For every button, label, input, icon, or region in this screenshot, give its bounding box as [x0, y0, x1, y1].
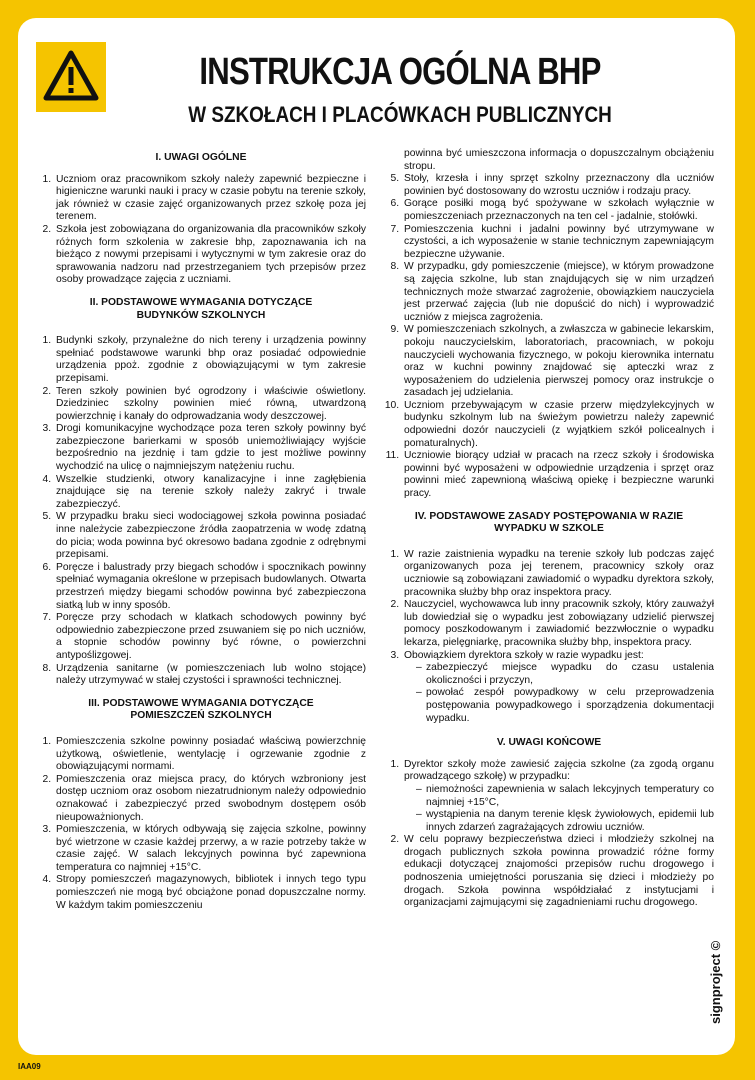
list-item: 1. Pomieszczenia szkolne powinny posiadać właściwą powierzchnię użytkową, oświetlenie, wentylację i ogrzewanie zgodnie z obowiązującymi normami.: [54, 736, 366, 774]
section-list: [36, 335, 366, 688]
section-heading: [384, 511, 714, 536]
list-item: [402, 759, 714, 835]
section-heading: [36, 297, 366, 322]
list-item-text: Dyrektor szkoły może zawiesić zajęcia szkolne (za zgodą organu prowadzącego szkołę) w przypadku:: [404, 758, 714, 783]
section-heading-line: III. PODSTAWOWE WYMAGANIA DOTYCZĄCE: [88, 697, 314, 709]
page-title: INSTRUKCJA OGÓLNA BHP: [199, 51, 601, 93]
list-item: 7. Poręcze przy schodach w klatkach schodowych powinny być odpowiednio zabezpieczone przed zsuwaniem się po nich uczniów, a stopnie schodów powinny być równe, o powierzchni antypoślizgowej.: [54, 612, 366, 662]
warning-triangle-icon: [43, 50, 99, 102]
list-item: 10. Uczniom przebywającym w czasie przerw międzylekcyjnych w budynku szkolnym lub na świeżym powietrzu należy zapewnić odpowiedni dozór nauczycieli (z wyjątkiem szkół policealnych i pomaturalnych).: [402, 400, 714, 450]
product-code: IAA09: [18, 1062, 41, 1071]
list-item: 4. Wszelkie studzienki, otwory kanalizacyjne i inne zagłębienia znajdujące się na terenie szkoły należy zakryć i trwale zabezpieczyć.: [54, 474, 366, 512]
section-heading-line: WYPADKU W SZKOLE: [494, 523, 604, 535]
section-heading: [36, 698, 366, 723]
dash-item: – wystąpienia na danym terenie klęsk żywiołowych, epidemii lub innych zdarzeń zagrażających zdrowiu uczniów.: [416, 809, 714, 834]
list-item: [402, 650, 714, 726]
list-item: 8. W przypadku, gdy pomieszczenie (miejsce), w którym prowadzone są zajęcia szkolne, lub stan znajdujących się w nim urządzeń technicznych może stwarzać zagrożenie, obowiązkiem nauczyciela jest przerwać zajęcia (lub nie dopuścić do nich) i wyprowadzić uczniów z miejsca zagrożenia.: [402, 261, 714, 324]
list-item: 3. Pomieszczenia, w których odbywają się zajęcia szkolne, powinny być wietrzone w czasie każdej przerwy, a w razie potrzeby także w czasie zajęć. W salach lekcyjnych powinna być zapewniona temperatura co najmniej +15°C.: [54, 824, 366, 874]
list-item: 6. Gorące posiłki mogą być spożywane w szkołach wyłącznie w pomieszczeniach przeznaczonych na ten cel - jadalnie, stołówki.: [402, 198, 714, 223]
dash-list: [404, 662, 714, 725]
list-item: 6. Poręcze i balustrady przy biegach schodów i spocznikach powinny spełniać wymagania określone w przepisach budowlanych. Otwarta przestrzeń między biegami schodów powinna być zabezpieczona siatką lub w inny sposób.: [54, 562, 366, 612]
section-list: [384, 173, 714, 500]
page-subtitle: W SZKOŁACH I PLACÓWKACH PUBLICZNYCH: [188, 102, 612, 127]
list-item: 2. W celu poprawy bezpieczeństwa dzieci i młodzieży szkolnej na drogach publicznych szkoła powinna prowadzić różne formy edukacji dotyczącej znajomości przepisów ruchu drogowego i podnoszenia umiejętności poruszania się dzieci i młodzieży po drogach. Szkoła powinna współdziałać z instytucjami i organizacjami zajmującymi się zagadnieniami ruchu drogowego.: [402, 834, 714, 910]
warning-box: [36, 42, 106, 112]
section-heading-line: POMIESZCZEŃ SZKOLNYCH: [130, 710, 272, 722]
dash-item: – zabezpieczyć miejsce wypadku do czasu ustalenia okoliczności i przyczyn,: [416, 662, 714, 687]
list-item: 1. Uczniom oraz pracownikom szkoły należy zapewnić bezpieczne i higieniczne warunki nauki i pracy w czasie pobytu na terenie szkoły, jak również w czasie zajęć organizowanych przez szkołę poza jej terenem.: [54, 174, 366, 224]
list-item: 5. W przypadku braku sieci wodociągowej szkoła powinna posiadać inne należycie zabezpieczone źródła zaopatrzenia w wodę zdatną do picia; woda powinna być okresowo badana zgodnie z odrębnymi przepisami.: [54, 511, 366, 561]
list-item: 1. Budynki szkoły, przynależne do nich tereny i urządzenia powinny spełniać podstawowe warunki bhp oraz posiadać odpowiednie urządzenia ppoż. zgodnie z obowiązującymi w tym zakresie przepisami.: [54, 335, 366, 385]
list-item: 8. Urządzenia sanitarne (w pomieszczeniach lub wolno stojące) należy utrzymywać w stałej czystości i sprawności technicznej.: [54, 663, 366, 688]
left-column: [36, 148, 366, 922]
section-list: [36, 174, 366, 287]
section-list: [36, 736, 366, 912]
list-item: 2. Teren szkoły powinien być ogrodzony i właściwie oświetlony. Dziedziniec szkolny powinien mieć równą, utwardzoną powierzchnię i kanały do odprowadzania wody deszczowej.: [54, 386, 366, 424]
list-item: 5. Stoły, krzesła i inny sprzęt szkolny przeznaczony dla uczniów powinien być dostosowany do wzrostu uczniów i rodzaju pracy.: [402, 173, 714, 198]
list-item: 2. Nauczyciel, wychowawca lub inny pracownik szkoły, który zauważył lub dowiedział się o wypadku jest zobowiązany udzielić pierwszej pomocy poszkodowanym i zawiadomić bezzwłocznie o wypadku lekarza, pielęgniarkę, pracownika służby bhp, inspektora pracy.: [402, 599, 714, 649]
list-item: 3. Drogi komunikacyjne wychodzące poza teren szkoły powinny być zabezpieczone barierkami w sposób uniemożliwiający wyjście bezpośrednio na jezdnię i tam gdzie to jest możliwe powinny wychodzić na ulicę o najmniejszym natężeniu ruchu.: [54, 423, 366, 473]
list-item: 9. W pomieszczeniach szkolnych, a zwłaszcza w gabinecie lekarskim, pokoju nauczycielskim, laboratoriach, pracowniach, w pokoju nauczycieli wychowania fizycznego, w pokoju kierownika internatu oraz w kuchni powinny znajdować się apteczki wraz z wyposażeniem do udzielenia pierwszej pomocy oraz instrukcje o zasadach jej udzielania.: [402, 324, 714, 400]
brand-mark: signproject ©: [708, 940, 723, 1024]
section-heading-line: II. PODSTAWOWE WYMAGANIA DOTYCZĄCE: [89, 296, 313, 308]
list-item: 11. Uczniowie biorący udział w pracach na rzecz szkoły i środowiska powinni być wyposażeni w odpowiednie urządzenia i sprzęt oraz powinni mieć zapewnioną właściwą opiekę i bezpieczne warunki pracy.: [402, 450, 714, 500]
list-item: 1. W razie zaistnienia wypadku na terenie szkoły lub podczas zajęć organizowanych poza jej terenem, pracownicy szkoły oraz uczniowie są zobowiązani zawiadomić o wypadku dyrektora szkoły, pracownika służby bhp oraz inspektora pracy.: [402, 549, 714, 599]
dash-item: – niemożności zapewnienia w salach lekcyjnych temperatury co najmniej +15°C,: [416, 784, 714, 809]
dash-list: [404, 784, 714, 834]
section-list: [384, 549, 714, 725]
right-column: [384, 148, 714, 920]
section-heading-line: IV. PODSTAWOWE ZASADY POSTĘPOWANIA W RAZIE: [414, 510, 684, 522]
section-heading: V. UWAGI KOŃCOWE: [496, 737, 602, 749]
list-item-continuation: powinna być umieszczona informacja o dopuszczalnym obciążeniu stropu.: [404, 148, 714, 172]
list-item: 2. Szkoła jest zobowiązana do organizowania dla pracowników szkoły różnych form szkolenia w zakresie bhp, zapoznawania ich na bieżąco z nowymi przepisami i wytycznymi w tym zakresie oraz do sprawowania nadzoru nad przestrzeganiem tych przepisów przez osoby prowadzące zajęcia z uczniami.: [54, 224, 366, 287]
list-item-text: Obowiązkiem dyrektora szkoły w razie wypadku jest:: [404, 649, 644, 661]
section-heading: I. UWAGI OGÓLNE: [155, 152, 247, 163]
list-item: 7. Pomieszczenia kuchni i jadalni powinny być utrzymywane w czystości, a ich wyposażenie w stanie technicznym zapewniającym bezpieczne używanie.: [402, 224, 714, 262]
list-item: 4. Stropy pomieszczeń magazynowych, bibliotek i innych tego typu pomieszczeń nie mogą być obciążone ponad dopuszczalne normy. W każdym takim pomieszczeniu: [54, 874, 366, 912]
section-heading-line: BUDYNKÓW SZKOLNYCH: [136, 309, 266, 321]
list-item: 2. Pomieszczenia oraz miejsca pracy, do których wzbroniony jest dostęp uczniom oraz osobom niezatrudnionym należy odpowiednio oznakować i zabezpieczyć przed swobodnym dostępem osób nieupoważnionych.: [54, 774, 366, 824]
section-list: [384, 759, 714, 910]
dash-item: – powołać zespół powypadkowy w celu przeprowadzenia postępowania powypadkowego i sporządzenia dokumentacji wypadku.: [416, 687, 714, 725]
